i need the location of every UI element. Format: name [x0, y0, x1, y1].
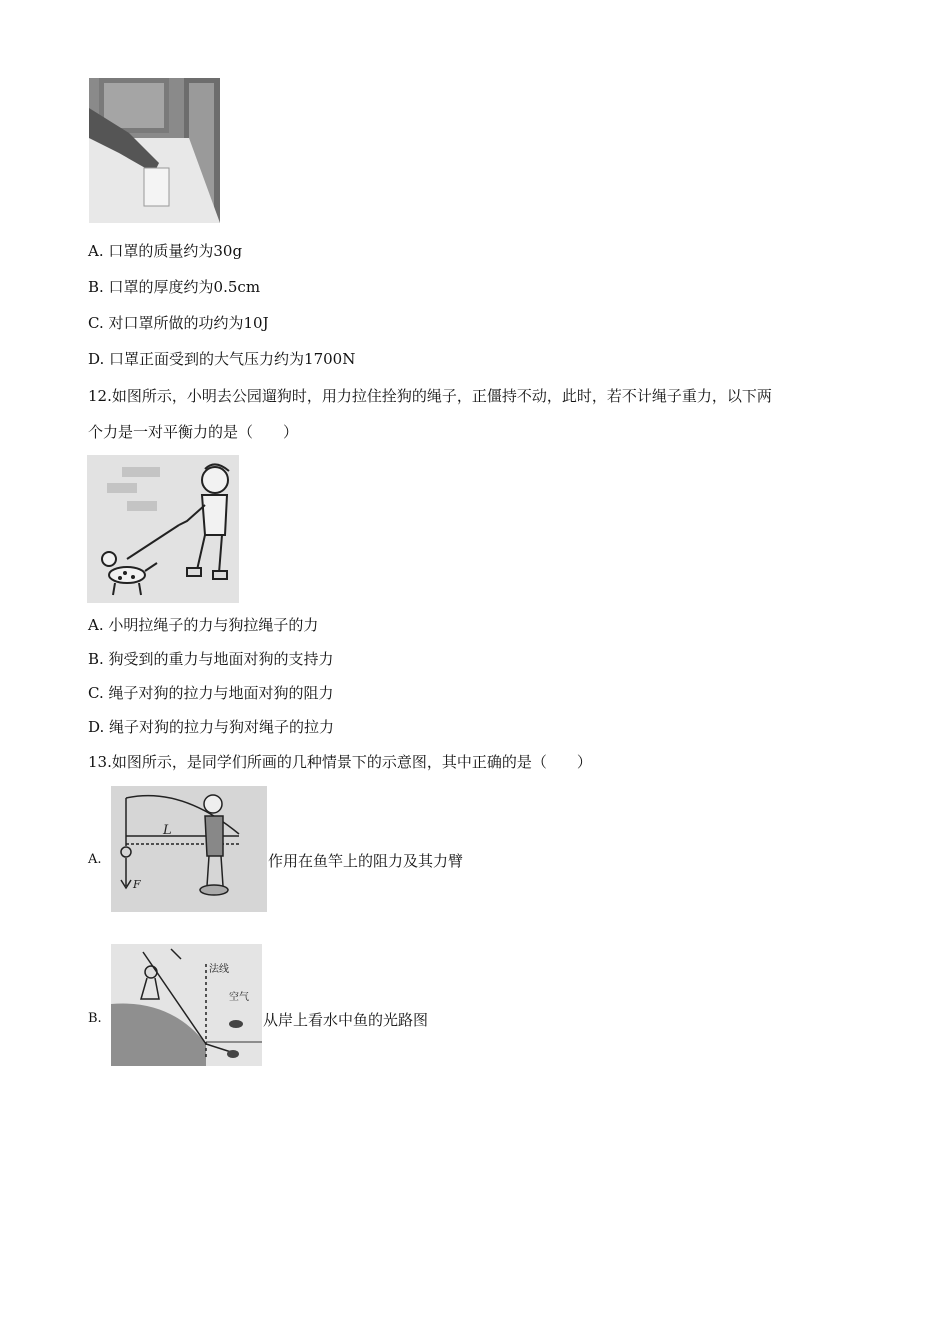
q11-option-c: C. 对口罩所做的功约为10J: [88, 314, 269, 332]
q13-option-b-label: B.: [88, 1011, 102, 1026]
fish-light-figure: [111, 944, 262, 1066]
mask-photo: [89, 78, 220, 223]
q12-option-c: C. 绳子对狗的拉力与地面对狗的阻力: [88, 684, 334, 702]
fish-light-drawing: [111, 944, 262, 1066]
figure-label-L: L: [163, 823, 172, 838]
q12-option-a: A. 小明拉绳子的力与狗拉绳子的力: [88, 616, 319, 634]
q13-stem: 13.如图所示，是同学们所画的几种情景下的示意图，其中正确的是（ ）: [88, 753, 592, 771]
figure-label-F: F: [133, 878, 141, 891]
fishing-figure: [111, 786, 267, 912]
figure-label-normal: 法线: [209, 964, 229, 975]
q13-option-a-label: A.: [88, 852, 102, 867]
figure-label-air: 空气: [229, 992, 249, 1003]
boy-dog-figure: [87, 455, 239, 603]
q11-option-b: B. 口罩的厚度约为0.5cm: [88, 278, 261, 296]
q11-option-a: A. 口罩的质量约为30g: [88, 242, 243, 260]
q12-stem-line2: 个力是一对平衡力的是（ ）: [88, 423, 299, 441]
boy-dog-drawing: [87, 455, 239, 603]
q12-option-b: B. 狗受到的重力与地面对狗的支持力: [88, 650, 334, 668]
q13-option-a-text: 作用在鱼竿上的阻力及其力臂: [268, 852, 464, 870]
fishing-drawing: [111, 786, 267, 912]
q12-option-d: D. 绳子对狗的拉力与狗对绳子的拉力: [88, 718, 335, 736]
q11-option-d: D. 口罩正面受到的大气压力约为1700N: [88, 350, 356, 368]
mask-photo-drawing: [89, 78, 220, 223]
q12-stem-line1: 12.如图所示，小明去公园遛狗时，用力拉住拴狗的绳子，正僵持不动，此时，若不计绳子重力，以下两: [88, 387, 772, 405]
q13-option-b-text: 从岸上看水中鱼的光路图: [263, 1011, 429, 1029]
